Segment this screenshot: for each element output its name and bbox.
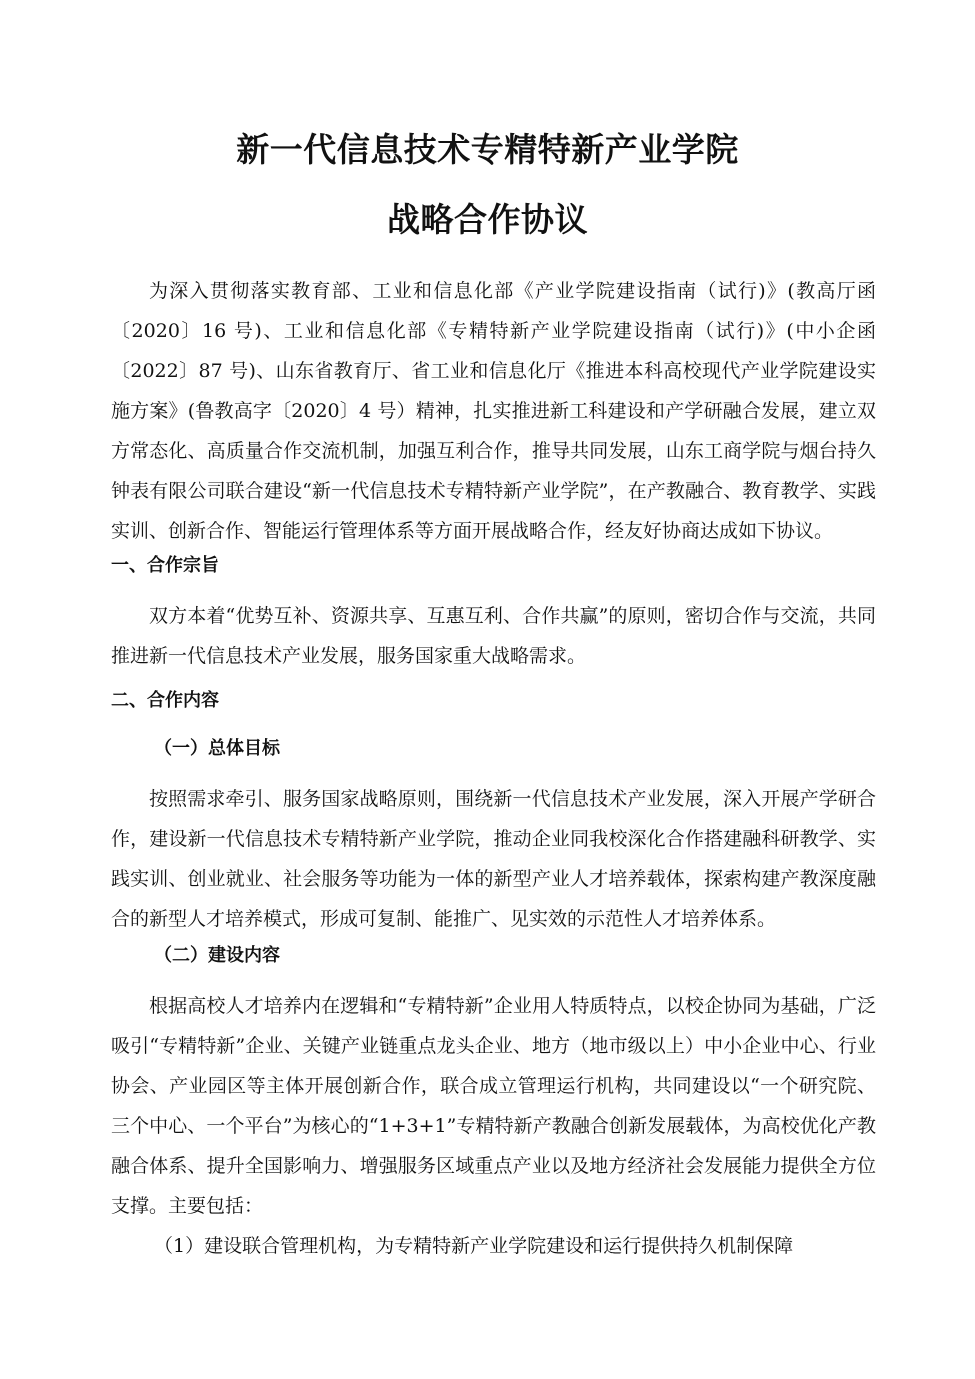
subsection-1-heading: （一）总体目标 [154,738,280,759]
section-1-heading: 一、合作宗旨 [111,555,219,576]
list-item-1: （1）建设联合管理机构，为专精特新产业学院建设和运行提供持久机制保障 [154,1235,794,1257]
subsection-2-heading: （二）建设内容 [154,945,280,966]
document-title-line-1: 新一代信息技术专精特新产业学院 [236,130,739,169]
section-1-paragraph [111,596,876,676]
section-1-text: 双方本着“优势互补、资源共享、互惠互利、合作共赢”的原则，密切合作与交流，共同推进新一代信息技术产业发展，服务国家重大战略需求。 [111,605,876,667]
subsection-2-text: 根据高校人才培养内在逻辑和“专精特新”企业用人特质特点，以校企协同为基础，广泛吸引“专精特新”企业、关键产业链重点龙头企业、地方（地市级以上）中小企业中心、行业协会、产业园区等主体开展创新合作，联合成立管理运行机构，共同建设以“一个研究院、三个中心、一个平台”为核心的“1+3+1”专精特新产教融合创新发展载体，为高校优化产教融合体系、提升全国影响力、增强服务区域重点产业以及地方经济社会发展能力提供全方位支撑。主要包括： [111,995,876,1217]
subsection-2-paragraph [111,986,876,1226]
intro-paragraph [111,271,876,551]
intro-text: 为深入贯彻落实教育部、工业和信息化部《产业学院建设指南（试行)》(教高厅函〔2020〕16 号)、工业和信息化部《专精特新产业学院建设指南（试行)》(中小企函〔2022〕87 号)、山东省教育厅、省工业和信息化厅《推进本科高校现代产业学院建设实施方案》(鲁教高字〔2020〕4 号）精神，扎实推进新工科建设和产学研融合发展，建立双方常态化、高质量合作交流机制，加强互利合作，推导共同发展，山东工商学院与烟台持久钟表有限公司联合建设“新一代信息技术专精特新产业学院”，在产教融合、教育教学、实践实训、创新合作、智能运行管理体系等方面开展战略合作，经友好协商达成如下协议。 [111,280,876,542]
subsection-1-paragraph [111,779,876,939]
subsection-1-text: 按照需求牵引、服务国家战略原则，围绕新一代信息技术产业发展，深入开展产学研合作，建设新一代信息技术专精特新产业学院，推动企业同我校深化合作搭建融科研教学、实践实训、创业就业、社会服务等功能为一体的新型产业人才培养载体，探索构建产教深度融合的新型人才培养模式，形成可复制、能推广、见实效的示范性人才培养体系。 [111,788,876,930]
document-title-line-2: 战略合作协议 [387,200,588,239]
section-2-heading: 二、合作内容 [111,690,219,711]
